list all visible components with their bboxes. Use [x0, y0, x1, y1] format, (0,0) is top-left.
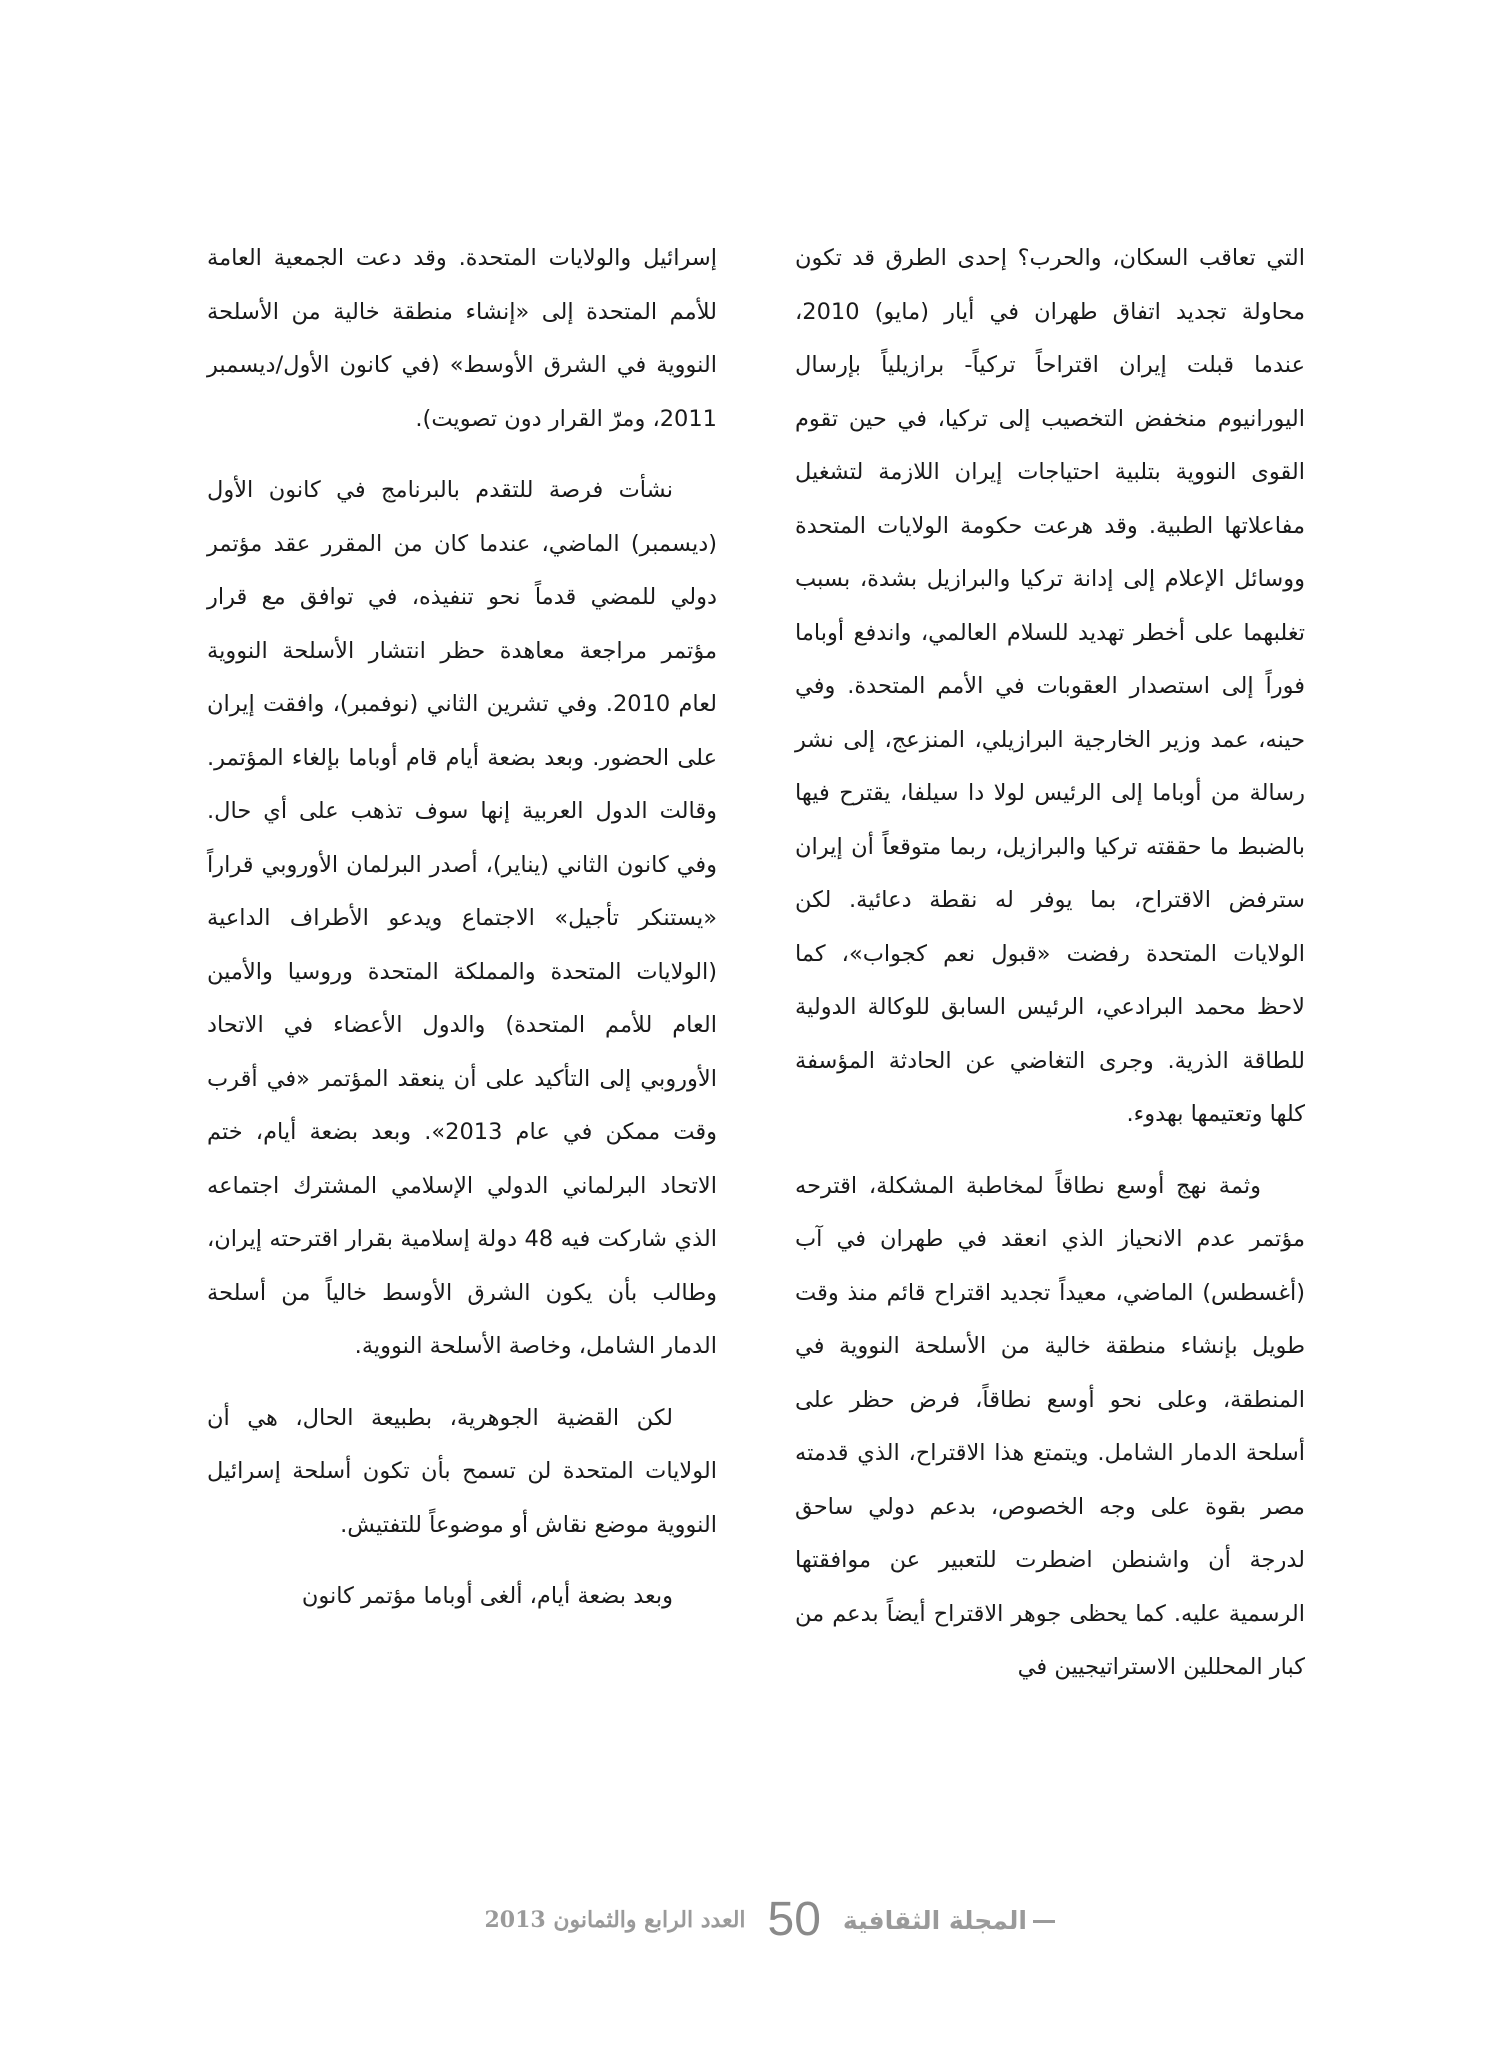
paragraph: إسرائيل والولايات المتحدة. وقد دعت الجمعية العامة للأمم المتحدة إلى «إنشاء منطقة خالية من الأسلحة النووية في الشرق الأوسط» (في كانون الأول/ديسمبر 2011، ومرّ القرار دون تصويت).: [207, 245, 717, 432]
paragraph: وثمة نهج أوسع نطاقاً لمخاطبة المشكلة، اقترحه مؤتمر عدم الانحياز الذي انعقد في طهران في آب (أغسطس) الماضي، معيداً تجديد اقتراح قائم منذ وقت طويل بإنشاء منطقة خالية من الأسلحة النووية في المنطقة، وعلى نحو أوسع نطاقاً، فرض حظر على أسلحة الدمار الشامل. ويتمتع هذا الاقتراح، الذي قدمته مصر بقوة على وجه الخصوص، بدعم دولي ساحق لدرجة أن واشنطن اضطرت للتعبير عن موافقتها الرسمية عليه. كما يحظى جوهر الاقتراح أيضاً بدعم من كبار المحللين الاستراتيجيين في: [795, 1172, 1305, 1680]
magazine-name: المجلة الثقافية: [842, 1905, 1027, 1935]
issue-label: العدد الرابع والثمانون 2013: [484, 1907, 746, 1933]
magazine-logo: [843, 1906, 1061, 1935]
article-column-left: [207, 232, 717, 1642]
article-column-right: [795, 232, 1305, 1713]
paragraph: لكن القضية الجوهرية، بطبيعة الحال، هي أن الولايات المتحدة لن تسمح بأن تكون أسلحة إسرائيل النووية موضع نقاش أو موضوعاً للتفتيش.: [207, 1404, 717, 1538]
paragraph: نشأت فرصة للتقدم بالبرنامج في كانون الأول (ديسمبر) الماضي، عندما كان من المقرر عقد مؤتمر دولي للمضي قدماً نحو تنفيذه، في توافق مع قرار مؤتمر مراجعة معاهدة حظر انتشار الأسلحة النووية لعام 2010. وفي تشرين الثاني (نوفمبر)، وافقت إيران على الحضور. وبعد بضعة أيام قام أوباما بإلغاء المؤتمر. وقالت الدول العربية إنها سوف تذهب على أي حال. وفي كانون الثاني (يناير)، أصدر البرلمان الأوروبي قراراً «يستنكر تأجيل» الاجتماع ويدعو الأطراف الداعية (الولايات المتحدة والمملكة المتحدة وروسيا والأمين العام للأمم المتحدة) والدول الأعضاء في الاتحاد الأوروبي إلى التأكيد على أن ينعقد المؤتمر «في أقرب وقت ممكن في عام 2013». وبعد بضعة أيام، ختم الاتحاد البرلماني الدولي الإسلامي المشترك اجتماعه الذي شاركت فيه 48 دولة إسلامية بقرار اقترحته إيران، وطالب بأن يكون الشرق الأوسط خالياً من أسلحة الدمار الشامل، وخاصة الأسلحة النووية.: [207, 477, 717, 1359]
paragraph: وبعد بضعة أيام، ألغى أوباما مؤتمر كانون: [301, 1583, 673, 1609]
paragraph: التي تعاقب السكان، والحرب؟ إحدى الطرق قد تكون محاولة تجديد اتفاق طهران في أيار (مايو) 2010، عندما قبلت إيران اقتراحاً تركياً- برازيلياً بإرسال اليورانيوم منخفض التخصيب إلى تركيا، في حين تقوم القوى النووية بتلبية احتياجات إيران اللازمة لتشغيل مفاعلاتها الطبية. وقد هرعت حكومة الولايات المتحدة ووسائل الإعلام إلى إدانة تركيا والبرازيل بشدة، بسبب تغلبهما على أخطر تهديد للسلام العالمي، واندفع أوباما فوراً إلى استصدار العقوبات في الأمم المتحدة. وفي حينه، عمد وزير الخارجية البرازيلي، المنزعج، إلى نشر رسالة من أوباما إلى الرئيس لولا دا سيلفا، يقترح فيها بالضبط ما حققته تركيا والبرازيل، ربما متوقعاً أن إيران سترفض الاقتراح، بما يوفر له نقطة دعائية. لكن الولايات المتحدة رفضت «قبول نعم كجواب»، كما لاحظ محمد البرادعي، الرئيس السابق للوكالة الدولية للطاقة الذرية. وجرى التغاضي عن الحادثة المؤسفة كلها وتعتيمها بهدوء.: [795, 245, 1305, 1127]
page-number: 50: [767, 1893, 821, 1946]
page-footer: [484, 1890, 1061, 1950]
logo-bar-decoration: [1033, 1920, 1055, 1923]
